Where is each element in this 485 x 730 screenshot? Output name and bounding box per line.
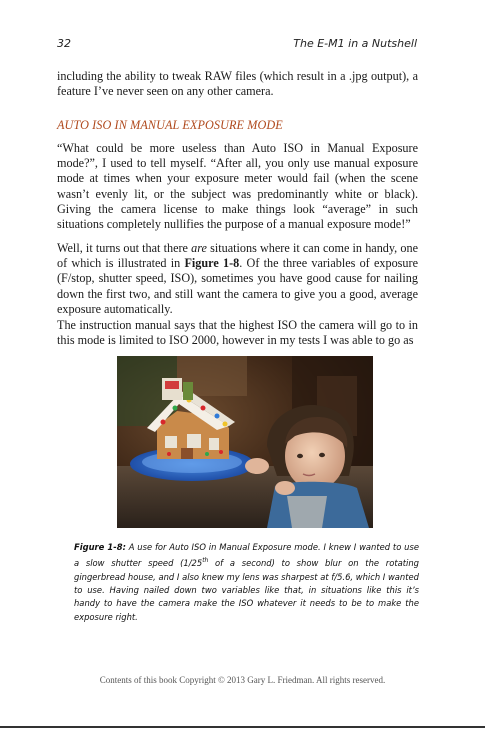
figure-photo-gingerbread-house xyxy=(117,356,373,528)
paragraph-2-text: “What could be more useless than Auto ISO in Manual Exposure mode?”, I used to tell myself. “After all, you only use manual exposure mode at times when your exposure meter would fail (when the scene wasn’t evenly lit, or the subject was predominantly white or black). Giving the camera license to make things look “average” in such situations completely nullifies the purpose of a manual exposure mode!” xyxy=(57,141,418,232)
copyright-footer: Contents of this book Copyright © 2013 Gary L. Friedman. All rights reserved. xyxy=(99,675,386,685)
caption-superscript: th xyxy=(202,557,209,565)
figure-label: Figure 1-8: xyxy=(74,542,126,552)
p3-part2: situations where it can come in handy, one of which is illustrated in xyxy=(57,241,418,271)
paragraph-3-text xyxy=(57,241,418,317)
paragraph-quote xyxy=(57,141,418,232)
running-header xyxy=(57,37,417,53)
paragraph-manual xyxy=(57,318,418,348)
photo-illustration xyxy=(117,356,373,528)
paragraph-4-text: The instruction manual says that the highest ISO the camera will go to in this mode is limited to ISO 2000, however in my tests I was able to go as xyxy=(57,318,418,348)
p3-part1: Well, it turns out that there xyxy=(57,241,192,255)
page-bottom-border xyxy=(0,726,485,728)
paragraph-explanation xyxy=(57,241,418,317)
caption-text-2: of a second) to show blur on the rotating gingerbread house, and I also knew my lens was sharpest at f/5.6, which I wanted to use. Having nailed down two variables like that, in situations like this it’s handy to have the camera make the ISO whatever it needs to be to make the exposure right. xyxy=(74,558,419,622)
paragraph-intro xyxy=(57,69,418,99)
caption-text-1: A use for Auto ISO in Manual Exposure mode. I knew I wanted to use a slow shutter speed (1/25 xyxy=(74,542,419,569)
book-title: The E-M1 in a Nutshell xyxy=(293,37,417,50)
page-number: 32 xyxy=(57,37,71,50)
figure-reference: Figure 1-8 xyxy=(184,256,240,271)
section-heading: AUTO ISO IN MANUAL EXPOSURE MODE xyxy=(57,118,283,132)
p3-emphasis: are xyxy=(191,241,207,255)
p3-part3: . Of the three variables of exposure (F/stop, shutter speed, ISO), sometimes you have good cause for nailing down the first two, and still want the camera to give you a good, average exposure automatically. xyxy=(57,256,418,316)
paragraph-1-text: including the ability to tweak RAW files (which result in a .jpg output), a feature I’ve never seen on any other camera. xyxy=(57,69,418,99)
figure-caption xyxy=(74,541,419,624)
